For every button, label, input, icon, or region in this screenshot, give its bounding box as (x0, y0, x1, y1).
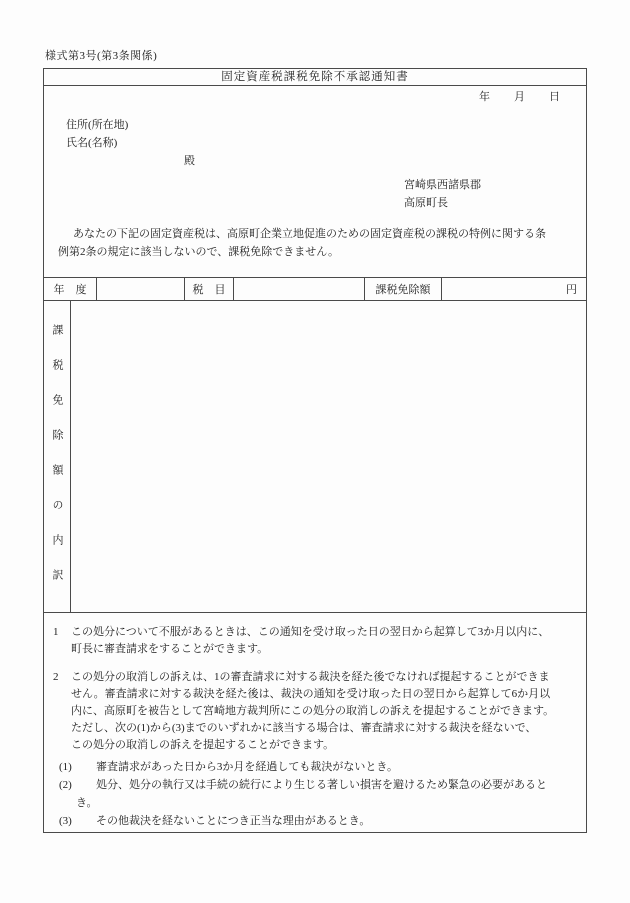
year-value-cell (96, 278, 184, 300)
note-number-spacer (53, 720, 71, 737)
subnote-1 (44, 758, 572, 776)
breakdown-vertical-label: 課税免除額の内訳 (51, 324, 63, 604)
document-frame (43, 68, 587, 833)
note-item-2-line (44, 703, 572, 720)
note-1-text: この処分について不服があるときは、この通知を受け取った日の翌日から起算して3か月以内に、 (71, 626, 550, 638)
subnotes-block (44, 758, 572, 830)
tax-item-label-cell: 税 目 (184, 278, 233, 300)
note-item-1-line (44, 624, 572, 641)
subnote-3-number: (3) (59, 815, 72, 827)
sender-prefecture-district: 宮崎県西諸県郡 (404, 179, 481, 191)
subnote-3-text: その他裁決を経ないことにつき正当な理由があるとき。 (96, 815, 371, 827)
note-item-2-line (44, 720, 572, 737)
subnote-2-number: (2) (59, 779, 72, 791)
note-2-text: 内に、高原町を被告として宮崎地方裁判所にこの処分の取消しの訴えを提起することができます。 (71, 705, 555, 717)
recipient-honorific: 殿 (184, 155, 195, 167)
tax-table-header-row (44, 277, 586, 301)
date-line (479, 89, 560, 106)
document-title: 固定資産税課税免除不承認通知書 (44, 69, 586, 86)
exemption-amount-label-cell: 課税免除額 (364, 278, 441, 300)
note-number-spacer (53, 737, 71, 754)
subnote-2-text: 処分、処分の執行又は手続の続行により生じる著しい損害を避けるため緊急の必要があると (96, 779, 547, 791)
exemption-amount-unit-cell: 円 (441, 278, 586, 300)
note-number-spacer (53, 641, 71, 658)
subnote-2 (44, 776, 572, 794)
notification-body (58, 225, 575, 261)
note-item-2-line (44, 686, 572, 703)
note-1-number: 1 (53, 626, 59, 638)
recipient-name-label: 氏名(名称) (66, 137, 118, 149)
note-number-spacer (53, 703, 71, 720)
recipient-address-label: 住所(所在地) (66, 119, 129, 131)
letterhead-section (44, 86, 586, 277)
note-2-text: ただし、次の(1)から(3)までのいずれかに該当する場合は、審査請求に対する裁決を経ないで、 (71, 722, 537, 734)
subnote-1-text: 審査請求があった日から3か月を経過しても裁決がないとき。 (96, 761, 398, 773)
body-line: 例第2条の規定に該当しないので、課税免除できません。 (58, 246, 339, 258)
breakdown-section (44, 301, 586, 613)
subnote-3 (44, 812, 572, 830)
subnote-2-continuation: き。 (76, 797, 98, 809)
note-2-text: この処分の取消しの訴えは、1の審査請求に対する裁決を経た後でなければ提起することができま (71, 671, 550, 683)
note-2-text: せん。審査請求に対する裁決を経た後は、裁決の通知を受け取った日の翌日から起算して6か月以 (71, 688, 551, 700)
date-year-label: 年 (479, 91, 490, 103)
breakdown-content-area (71, 301, 586, 612)
breakdown-label-column (44, 301, 71, 612)
note-2-number: 2 (53, 671, 59, 683)
appeal-notes-section (44, 613, 586, 830)
note-number-spacer (53, 686, 71, 703)
body-line: あなたの下記の固定資産税は、高原町企業立地促進のための固定資産税の課税の特例に関する条 (73, 228, 546, 240)
note-2-text: この処分の取消しの訴えを提起することができます。 (71, 739, 335, 751)
year-label-cell: 年 度 (53, 284, 87, 296)
subnote-1-number: (1) (59, 761, 72, 773)
tax-item-value-cell (233, 278, 364, 300)
date-month-label: 月 (514, 91, 525, 103)
sender-block (404, 176, 481, 212)
note-item-2-line (44, 669, 572, 686)
date-day-label: 日 (549, 91, 560, 103)
note-item-2-line (44, 737, 572, 754)
form-number-label: 様式第3号(第3条関係) (45, 50, 158, 62)
sender-mayor-title: 高原町長 (404, 197, 448, 209)
note-1-text: 町長に審査請求をすることができます。 (71, 643, 269, 655)
note-item-1-line (44, 641, 572, 658)
